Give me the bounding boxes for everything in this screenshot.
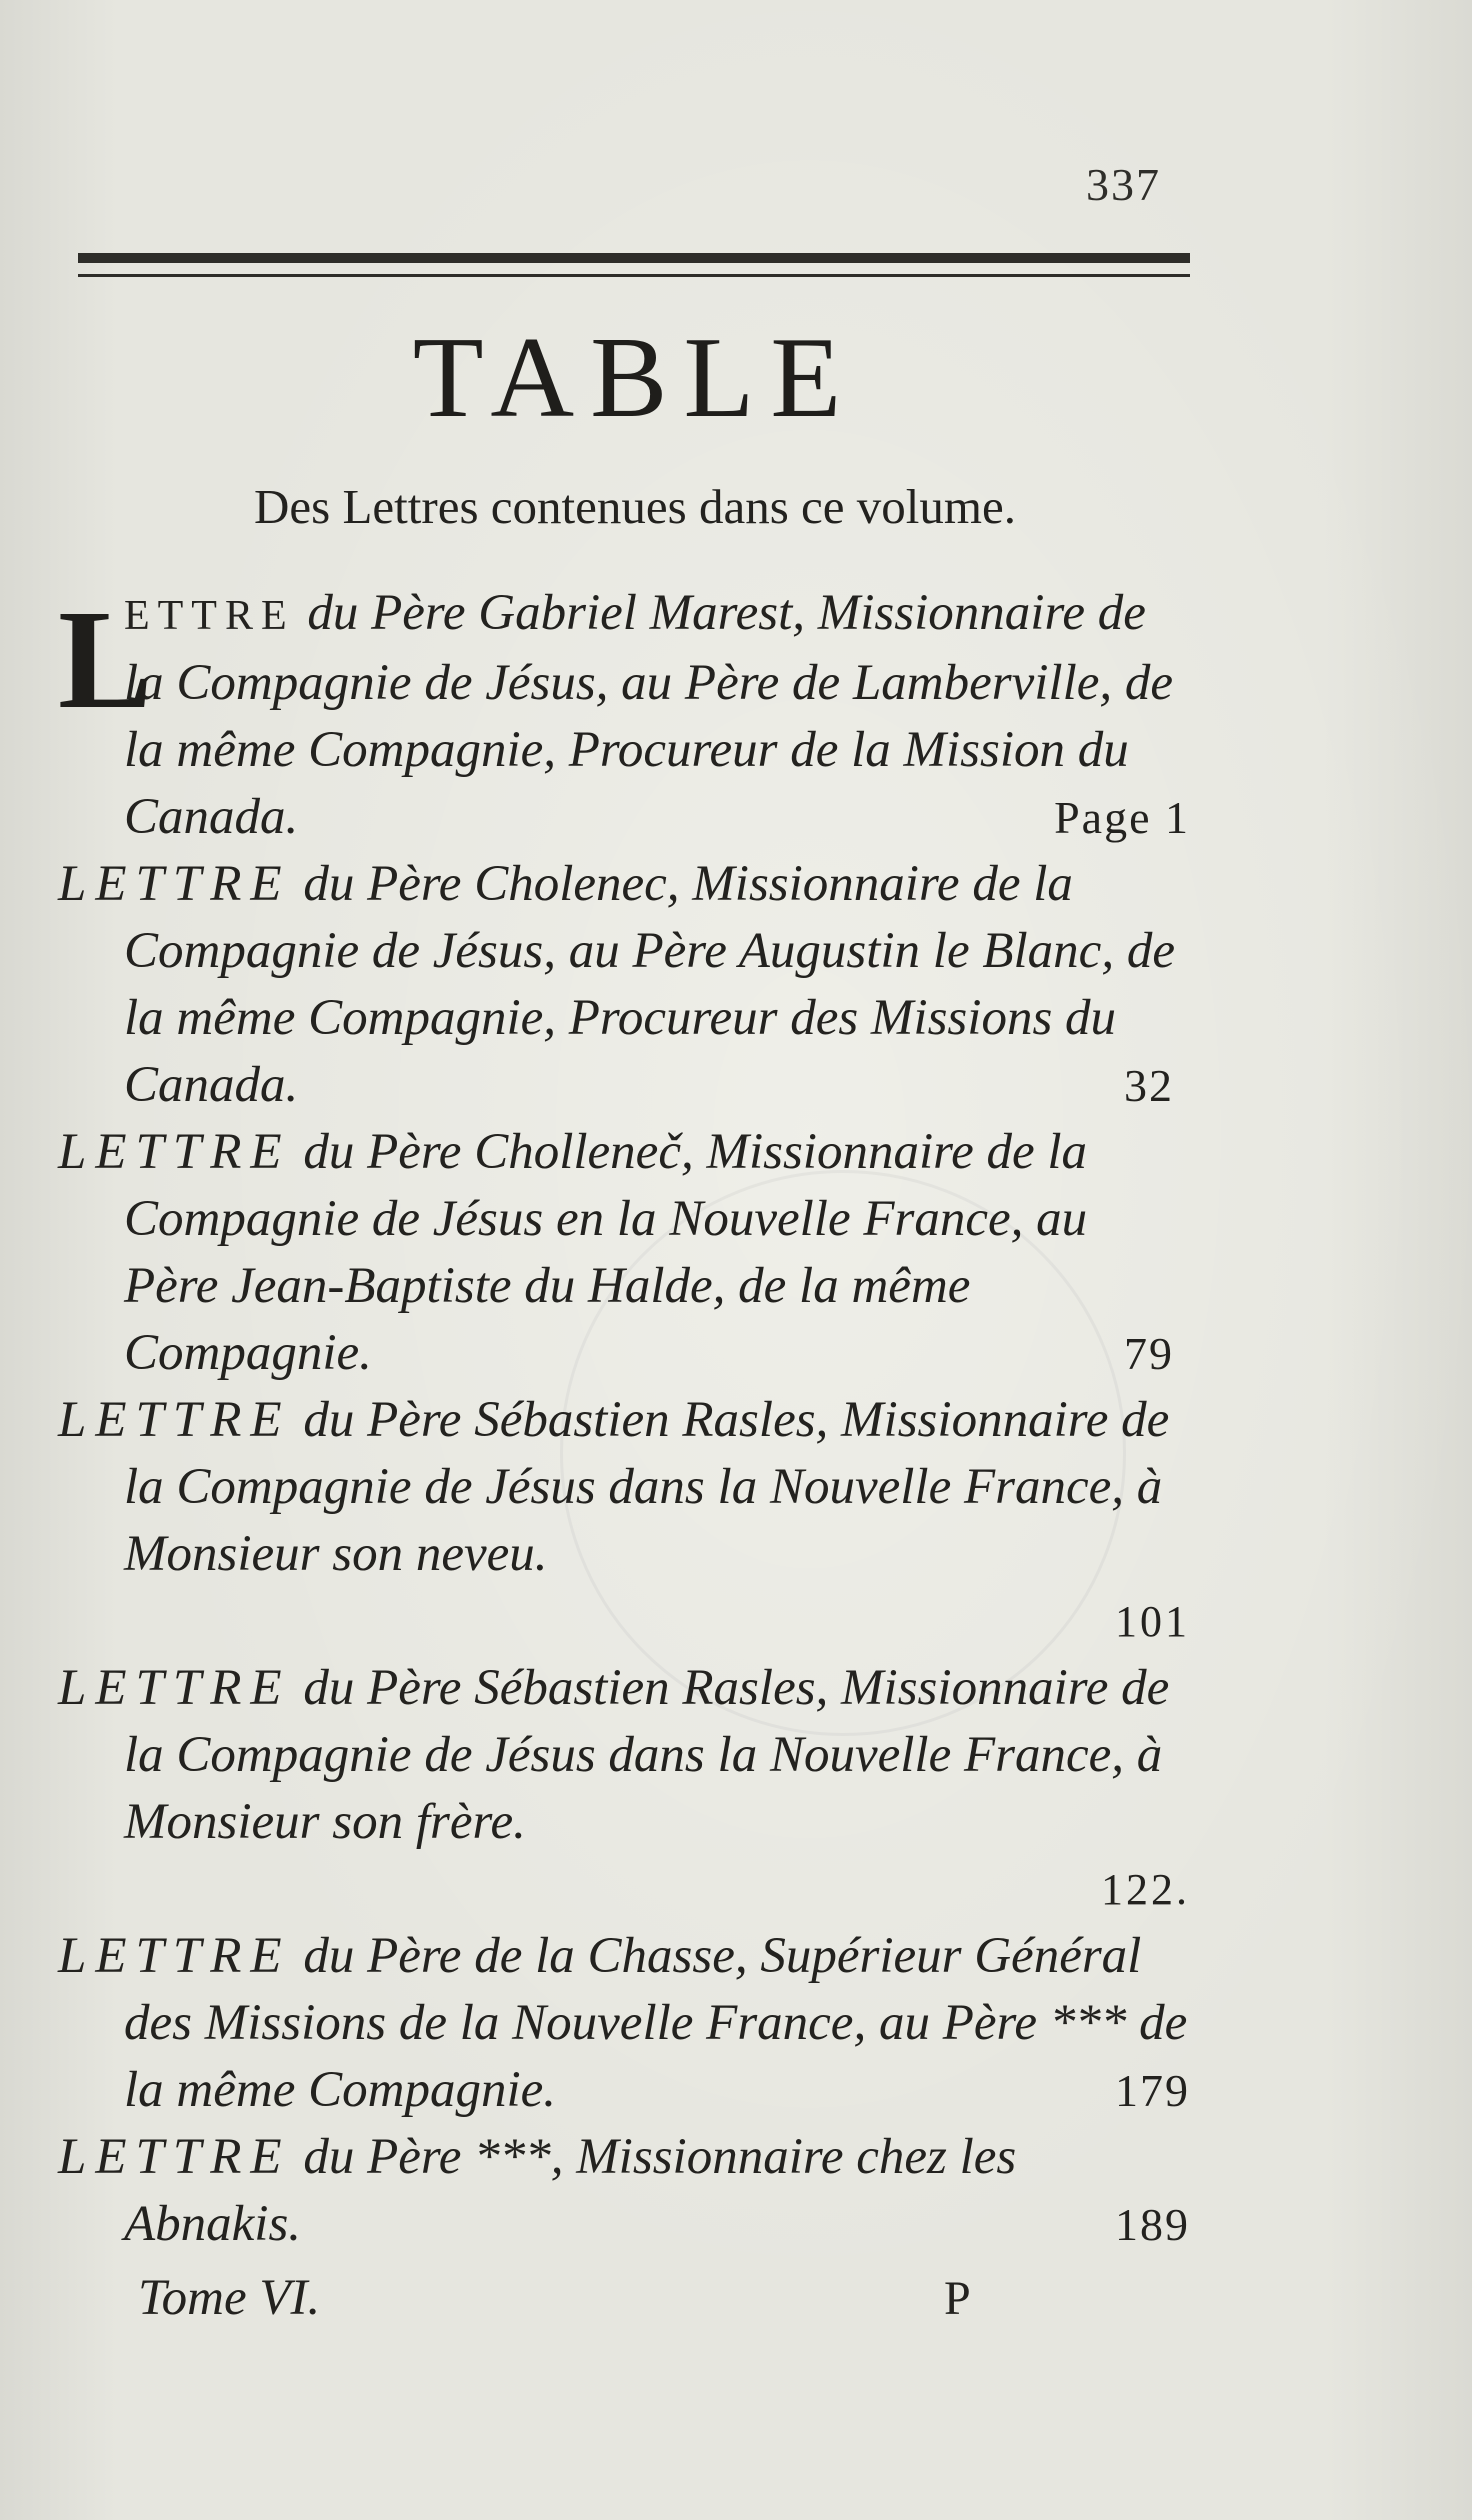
entry-text: du Père de la Chasse, Supérieur Général des Missions de la Nouvelle France, au Père *** de la même Compagnie. [124,1928,1188,2118]
toc-entry: LETTRE du Père Cholenec, Missionnaire de la Compagnie de Jésus, au Père Augustin le Blanc, de la même Compagnie, Procureur des Missions du Canada. 32 [58,856,1175,1113]
page-subtitle: Des Lettres contenues dans ce volume. [254,479,1016,534]
toc-entry [58,580,1190,851]
entry-text: du Père ***, Missionnaire chez les Abnakis. [124,2129,1017,2252]
toc-entry [58,1923,1190,2124]
entry-lettre: LETTRE [58,1660,291,1716]
toc-entry [58,2124,1190,2258]
entry-text: du Père Cholenec, Missionnaire de la Compagnie de Jésus, au Père Augustin le Blanc, de la même Compagnie, Procureur des Missions du Canada. [124,856,1175,1113]
entry-lettre: LETTRE [58,1124,291,1180]
header-rule-thick [78,253,1190,263]
page-title: TABLE [412,314,858,442]
toc-entry [58,1387,1190,1655]
entry-text: du Père Sébastien Rasles, Missionnaire de la Compagnie de Jésus dans la Nouvelle France, à Monsieur son frère. [124,1660,1170,1850]
drop-cap: L [58,580,153,738]
entry-page: 101 [1115,1597,1190,1646]
page-footer [138,2265,1138,2332]
entry-page: 122. [1101,1865,1190,1914]
signature-mark: P [944,2272,971,2325]
entry-page: Page 1 [1054,792,1190,843]
header-rule-thin [78,274,1190,277]
entry-lettre: LETTRE [58,1392,291,1448]
entry-page: 179 [1115,2065,1190,2116]
entry-lettre: LETTRE [58,2129,291,2185]
toc-entry [58,1655,1190,1923]
volume-label: Tome VI. [138,2270,321,2326]
table-of-contents [58,580,1190,2258]
entry-text: du Père Cholleneč, Missionnaire de la Compagnie de Jésus en la Nouvelle France, au Père Jean-Baptiste du Halde, de la même Compagnie. [124,1124,1088,1381]
toc-entry: LETTRE du Père Cholleneč, Missionnaire de la Compagnie de Jésus en la Nouvelle France, au Père Jean-Baptiste du Halde, de la même Compagnie. 79 [58,1124,1174,1381]
entry-page: 189 [1115,2199,1190,2250]
entry-lettre: ETTRE [124,593,295,639]
entry-text: du Père Gabriel Marest, Missionnaire de la Compagnie de Jésus, au Père de Lamberville, de la même Compagnie, Procureur de la Mission du Canada. [124,585,1174,845]
page-number: 337 [1086,159,1161,210]
entry-lettre: LETTRE [58,1928,291,1984]
entry-lettre: LETTRE [58,856,291,912]
entry-text: du Père Sébastien Rasles, Missionnaire de la Compagnie de Jésus dans la Nouvelle France, à Monsieur son neveu. [124,1392,1170,1582]
